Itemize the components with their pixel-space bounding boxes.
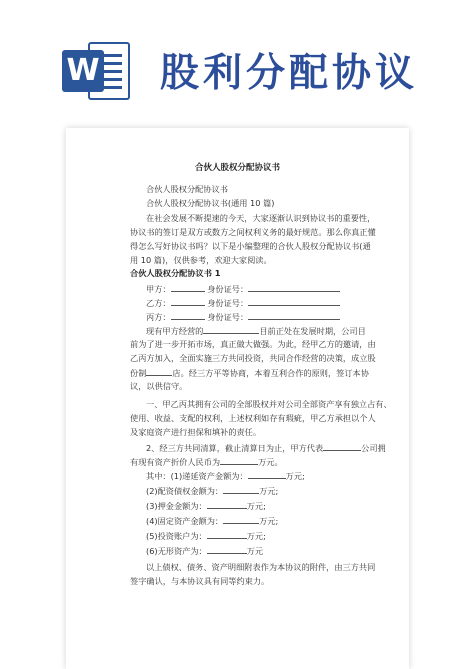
- party-c-label: 丙方：: [146, 312, 171, 322]
- party-a-label: 甲方：: [146, 284, 171, 294]
- doc-text: 万元: [246, 546, 264, 556]
- doc-text: 2、经三方共同清算，截止清算日为止，甲方代表: [146, 443, 324, 453]
- doc-text: 万元。: [258, 457, 283, 467]
- doc-text: 份制: [130, 368, 147, 378]
- doc-text: 目前正处在发展时期，公司目: [259, 326, 366, 336]
- doc-text: 万元;: [246, 531, 266, 541]
- section-heading: 合伙人股权分配协议书 1: [130, 268, 221, 278]
- doc-text: (3)押金金额为：: [146, 501, 207, 511]
- doc-text: (6)无形资产为：: [146, 546, 207, 556]
- doc-text: 万元;: [259, 486, 279, 496]
- word-letter-tile: W: [62, 50, 104, 92]
- doc-text: 其中：(1)递延资产金额为：: [146, 471, 248, 481]
- doc-text: (2)配资债权金额为：: [146, 486, 224, 496]
- doc-line: 以上债权、债务、资产明细附表作为本协议的附件，由三方共同: [146, 562, 376, 572]
- doc-line: 在社会发展不断提速的今天，大家逐渐认识到协议书的重要性，: [146, 213, 376, 223]
- doc-text: 公司拥: [361, 443, 386, 453]
- document-page: [66, 128, 409, 669]
- banner-title: 股利分配协议: [160, 51, 419, 96]
- header-banner: [0, 0, 474, 112]
- doc-line: 乙丙方加入，全面实施三方共同投资，共同合作经营的决策，成立股: [130, 353, 376, 363]
- doc-line: 协议书的签订是双方或数方之间权利义务的最好规范。那么你真正懂: [130, 227, 376, 237]
- doc-line: 议，以供信守。: [130, 381, 188, 391]
- doc-line: 合伙人股权分配协议书: [146, 184, 228, 194]
- doc-text: 现有甲方经营的: [146, 326, 204, 336]
- doc-line: 及家庭资产进行担保和填补的责任。: [130, 427, 262, 437]
- doc-text: 店。经三方平等协商，本着互利合作的原则，签订本协: [172, 368, 369, 378]
- doc-line: 得怎么写好协议书吗？以下是小编整理的合伙人股权分配协议书(通: [130, 241, 371, 251]
- party-b-label: 乙方：: [146, 298, 171, 308]
- document-title: 合伙人股权分配协议书: [194, 163, 280, 173]
- doc-text: (4)固定资产金额为：: [146, 516, 224, 526]
- doc-text: (5)投资账户为：: [146, 531, 207, 541]
- word-icon: [60, 34, 136, 110]
- doc-text: 有现有资产折价人民币为: [130, 457, 221, 467]
- doc-line: 签字确认，与本协议具有同等约束力。: [130, 576, 270, 586]
- id-label: 身份证号：: [207, 298, 249, 308]
- doc-text: 万元;: [246, 501, 266, 511]
- doc-text: 万元;: [259, 516, 279, 526]
- id-label: 身份证号：: [207, 284, 249, 294]
- doc-text: 万元;: [285, 471, 305, 481]
- doc-line: 前为了进一步开拓市场，真正做大做强。为此，经甲乙方的邀请，由: [130, 339, 376, 349]
- doc-line: 合伙人股权分配协议书(通用 10 篇): [146, 198, 275, 208]
- doc-line: 使用、收益、支配的权利，上述权利如存有瑕疵，甲乙方承担以个人: [130, 413, 376, 423]
- doc-line: 一、甲乙丙其拥有公司的全部股权并对公司全部资产享有独立占有、: [146, 399, 392, 409]
- doc-line: 用 10 篇)，仅供参考，欢迎大家阅读。: [130, 255, 272, 265]
- id-label: 身份证号：: [207, 312, 249, 322]
